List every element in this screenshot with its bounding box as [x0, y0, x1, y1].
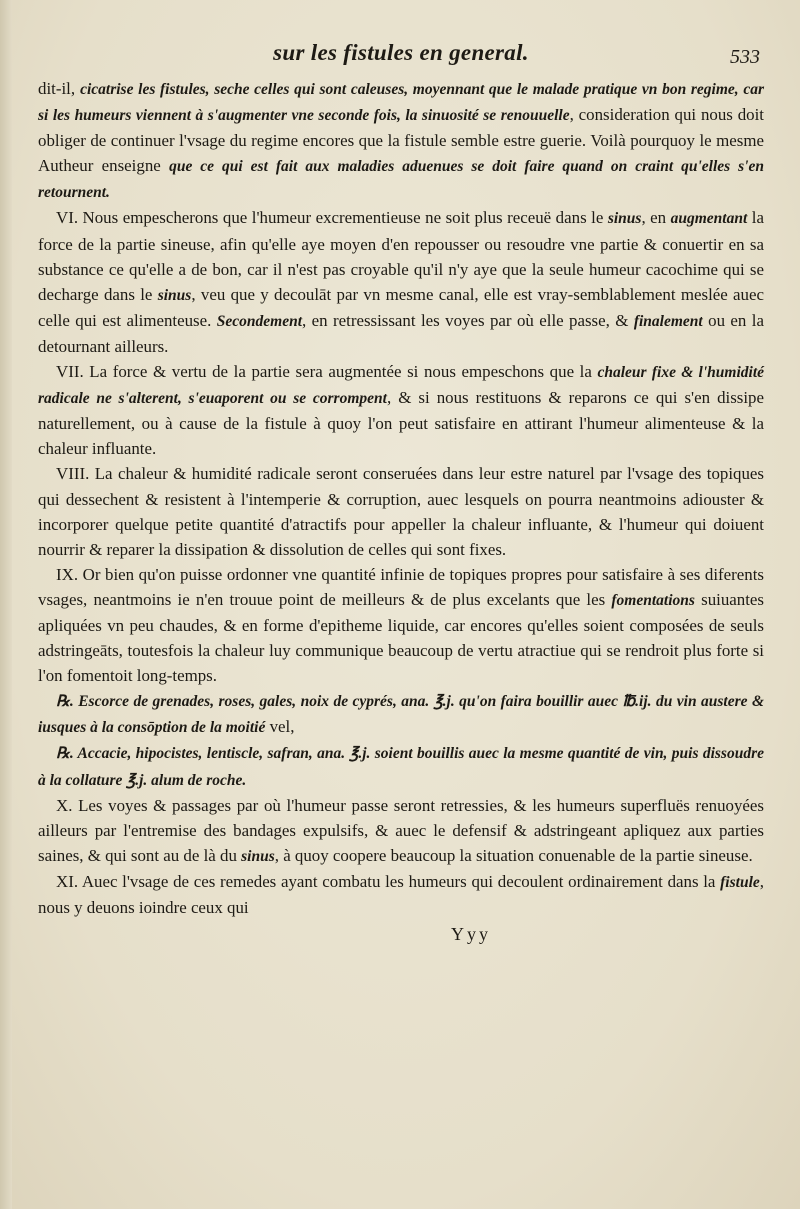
- text-run: X. Les voyes & passages par où l'humeur passe seront retressies, & les humeurs superfluës renuoyées ailleurs par l'entremise des bandages expulsifs, & auec le defensif & adstringeant apliquez aux parties saines, & qui sont au de là du: [38, 795, 764, 865]
- text-run: VII. La force & vertu de la partie sera augmentée si nous empeschons que la: [56, 362, 598, 382]
- italic-text: fomentations: [611, 591, 695, 609]
- italic-text: sinus: [607, 210, 642, 228]
- text-run: suiuantes apliquées vn peu chaudes, & en forme d'epitheme liquide, car encores qu'elles soient composées de seuls adstringeāts, toutesfois la chaleur luy communique beaucoup de vertu atractiue qui se rendroit plus forte si l'on fomentoit long-temps.: [38, 589, 764, 686]
- paragraph: [38, 461, 764, 561]
- text-run: , à quoy coopere beaucoup la situation conuenable de la partie sineuse.: [274, 845, 753, 865]
- page-number: 533: [730, 46, 760, 68]
- running-title: sur les fistules en general.: [273, 40, 529, 65]
- italic-text: cicatrise les fistules, seche celles qui sont caleuses, moyennant que le malade pratique vn bon regime, car si les humeurs viennent à s'augmenter vne seconde fois, la sinuosité se renouuelle: [38, 81, 764, 125]
- text-run: VIII. La chaleur & humidité radicale seront conseruées dans leur estre naturel par l'vsage des topiques qui dessechent & resistent à l'intemperie & corruption, auec lesquels on pourra neantmoins adiouster & incorporer quelque petite quantité d'atractifs pour appeller la chaleur influante, & l'humeur qui doiuent nourrir & reparer la dissipation & dissolution de celles qui sont fixes.: [38, 464, 764, 559]
- text-run: , nous y deuons ioindre ceux qui: [38, 871, 764, 917]
- recipe-paragraph: [38, 688, 764, 740]
- recipe-paragraph: [38, 740, 764, 792]
- italic-text: augmentant: [670, 210, 748, 228]
- text-run: XI. Auec l'vsage de ces remedes ayant combatu les humeurs qui decoulent ordinairement dans la: [56, 871, 721, 891]
- italic-text: finalement: [633, 312, 703, 330]
- italic-text: sinus: [241, 847, 275, 865]
- paragraph: [38, 562, 764, 688]
- italic-text: Secondement: [216, 312, 303, 330]
- text-run: VI. Nous empescherons que l'humeur excrementieuse ne soit plus receuë dans le: [56, 208, 608, 228]
- text-run: , en retressissant les voyes par où elle passe, &: [302, 310, 634, 330]
- page-gutter: [0, 0, 12, 1209]
- text-run: , en: [641, 208, 671, 228]
- italic-text: ℞. Escorce de grenades, roses, gales, noix de cyprés, ana. ℥.j. qu'on faira bouillir auec ℔.ij. du vin austere & iusques à la consōption de la moitié: [38, 693, 764, 737]
- paragraph: [38, 205, 764, 359]
- paragraph: [38, 869, 764, 920]
- text-run: , & si nous restituons & reparons ce qui s'en dissipe naturellement, ou à cause de la fistule à quoy l'on peut satisfaire en attirant l'humeur alimenteuse & la chaleur influante.: [38, 388, 764, 459]
- signature-mark: Yyy: [451, 924, 491, 945]
- italic-text: que ce qui est fait aux maladies aduenues se doit faire quand on craint qu'elles s'en retournent.: [38, 158, 764, 202]
- italic-text: fistule: [720, 873, 760, 891]
- text-run: , veu que y decoulāt par vn mesme canal, elle est vray-semblablement meslée auec celle qui est alimenteuse.: [38, 284, 764, 330]
- body-text: [38, 76, 764, 920]
- paragraph: [38, 793, 764, 869]
- paragraph: [38, 359, 764, 461]
- text-run: vel,: [265, 717, 295, 737]
- italic-text: ℞. Accacie, hipocistes, lentiscle, safran, ana. ℥.j. soient bouillis auec la mesme quantité de vin, puis dissoudre à la collature ℥.j. alum de roche.: [38, 745, 764, 789]
- italic-text: sinus: [157, 286, 192, 304]
- text-run: dit-il,: [38, 79, 81, 98]
- paragraph: [38, 76, 764, 205]
- italic-text: chaleur fixe & l'humidité radicale ne s'alterent, s'euaporent ou se corrompent: [38, 364, 765, 408]
- text-run: IX. Or bien qu'on puisse ordonner vne quantité infinie de topiques propres pour satisfaire à ses diferents vsages, neantmoins ie n'en trouue point de meilleurs & de plus excelants que les: [38, 564, 764, 609]
- text-run: la force de la partie sineuse, afin qu'elle aye moyen d'en repousser ou resoudre vne partie & conuertir en sa substance ce qu'elle a de bon, car il n'est pas croyable qu'il n'y aye que la seule humeur cacochime qui se decharge dans le: [38, 208, 764, 304]
- text-run: ou en la detournant ailleurs.: [38, 310, 764, 356]
- text-run: , consideration qui nous doit obliger de continuer l'vsage du regime encores que la fistule semble estre guerie. Voilà pourquoy le mesme Autheur enseigne: [38, 105, 764, 176]
- page-header: [38, 40, 764, 76]
